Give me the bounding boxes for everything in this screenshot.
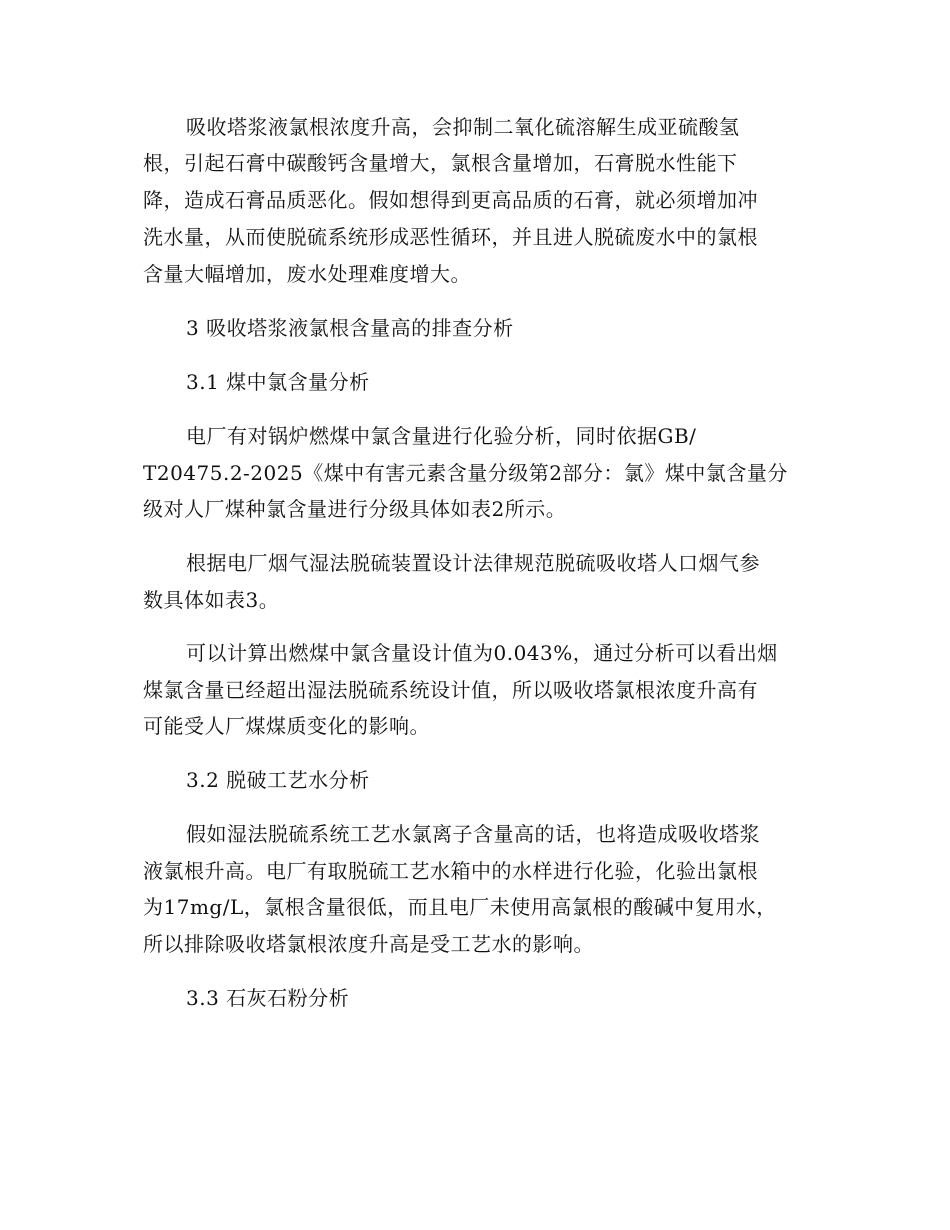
paragraph-5-line-3: 为17mg/L，氯根含量很低，而且电厂未使用高氯根的酸碱中复用水，	[143, 895, 777, 919]
paragraph-4-line-1: 可以计算出燃煤中氯含量设计值为0.043%，通过分析可以看出烟	[186, 641, 778, 665]
paragraph-4-line-3: 可能受人厂煤煤质变化的影响。	[143, 714, 430, 738]
paragraph-5-line-4: 所以排除吸收塔氯根浓度升高是受工艺水的影响。	[143, 932, 594, 956]
paragraph-1-line-1: 吸收塔浆液氯根浓度升高，会抑制二氧化硫溶解生成亚硫酸氢	[186, 115, 740, 139]
paragraph-1-line-4: 洗水量，从而使脱硫系统形成恶性循环，并且进人脱硫废水中的氯根	[143, 225, 758, 249]
paragraph-1-line-5: 含量大幅增加，废水处理难度增大。	[143, 262, 471, 286]
section-heading-3: 3 吸收塔浆液氯根含量高的排查分析	[186, 316, 514, 340]
paragraph-5-line-1: 假如湿法脱硫系统工艺水氯离子含量高的话，也将造成吸收塔浆	[186, 822, 760, 846]
paragraph-1-line-2: 根，引起石膏中碳酸钙含量增大，氯根含量增加，石膏脱水性能下	[143, 151, 738, 175]
paragraph-2-line-2: T20475.2-2025《煤中有害元素含量分级第2部分：氯》煤中氯含量分	[143, 461, 788, 485]
section-heading-3-1: 3.1 煤中氯含量分析	[186, 370, 370, 394]
paragraph-3-line-1: 根据电厂烟气湿法脱硫装置设计法律规范脱硫吸收塔人口烟气参	[186, 551, 760, 575]
paragraph-2-line-1: 电厂有对锅炉燃煤中氯含量进行化验分析，同时依据GB/	[186, 424, 697, 448]
paragraph-4-line-2: 煤氯含量已经超出湿法脱硫系统设计值，所以吸收塔氯根浓度升高有	[143, 678, 758, 702]
paragraph-3-line-2: 数具体如表3。	[143, 588, 280, 612]
paragraph-1-line-3: 降，造成石膏品质恶化。假如想得到更高品质的石膏，就必须增加冲	[143, 188, 758, 212]
paragraph-2-line-3: 级对人厂煤种氯含量进行分级具体如表2所示。	[143, 497, 567, 521]
paragraph-5-line-2: 液氯根升高。电厂有取脱硫工艺水箱中的水样进行化验，化验出氯根	[143, 859, 758, 883]
section-heading-3-3: 3.3 石灰石粉分析	[186, 986, 350, 1010]
section-heading-3-2: 3.2 脱破工艺水分析	[186, 768, 370, 792]
